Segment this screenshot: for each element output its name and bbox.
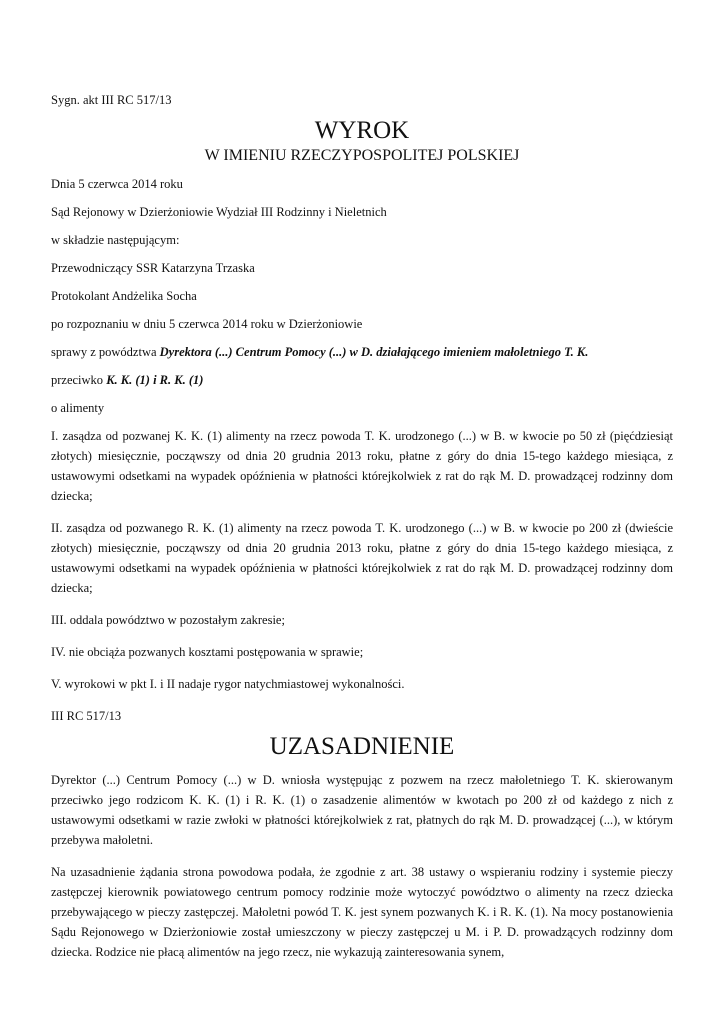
court-name: Sąd Rejonowy w Dzierżoniowie Wydział III Rodzinny i Nieletnich [51,205,387,219]
justification-paragraph-2: Na uzasadnienie żądania strona powodowa podała, że zgodnie z art. 38 ustawy o wspieraniu rodziny i systemie pieczy zastępczej kierownik powiatowego centrum pomocy rodzinie może wytoczyć powództwo o alimenty na rzecz dziecka przebywającego w pieczy zastępczej. Małoletni powód T. K. jest synem pozwanych K. i R. K. (1). Na mocy postanowienia Sądu Rejonowego w Dzierżoniowie został umieszczony w pieczy zastępczej u M. i P. D. prowadzących rodzinny dom dziecka. Rodzice nie płacą alimentów na jego rzecz, nie wykazują zainteresowania synem, [51,865,673,959]
claim-prefix: sprawy z powództwa [51,345,160,359]
claim-line [51,342,673,362]
justification-title: UZASADNIENIE [269,733,455,760]
ruling-point-4: IV. nie obciąża pozwanych kosztami postępowania w sprawie; [51,645,364,659]
ruling-point-5: V. wyrokowi w pkt I. i II nadaje rygor natychmiastowej wykonalności. [51,677,405,691]
against-prefix: przeciwko [51,373,107,387]
judgment-title: WYROK [314,117,410,144]
ruling-point-2: II. zasądza od pozwanego R. K. (1) alimenty na rzecz powoda T. K. urodzonego (...) w B. w kwocie po 200 zł (dwieście złotych) miesięcznie, począwszy od dnia 20 grudnia 2013 roku, płatne z góry do dnia 15-tego każdego miesiąca, z ustawowymi odsetkami na wypadek opóźnienia w płatności którejkolwiek z rat do rąk M. D. prowadzącej rodzinny dom dziecka; [51,521,673,595]
judgment-subtitle: W IMIENIU RZECZYPOSPOLITEJ POLSKIEJ [204,147,520,164]
case-signature: Sygn. akt III RC 517/13 [51,93,172,107]
claim-party: Dyrektora (...) Centrum Pomocy (...) w D. działającego imieniem małoletniego T. K. [159,345,589,359]
justification-paragraph-1: Dyrektor (...) Centrum Pomocy (...) w D. wniosła występując z pozwem na rzecz małoletniego T. K. skierowanym przeciwko jego rodzicom K. K. (1) i R. K. (1) o zasadzenie alimentów w kwotach po 200 zł od każdego z nich z ustawowymi odsetkami w razie zwłoki w płatności którejkolwiek z rat, płatnych do rąk M. D. prowadzącej (...), w którym przebywa małoletni. [51,773,673,847]
judgment-document [51,90,673,974]
composition-label: w składzie następującym: [51,233,180,247]
presiding-judge: Przewodniczący SSR Katarzyna Trzaska [51,261,255,275]
against-line [51,370,673,390]
hearing-info: po rozpoznaniu w dniu 5 czerwca 2014 roku w Dzierżoniowie [51,317,363,331]
court-clerk: Protokolant Andżelika Socha [51,289,197,303]
case-subject: o alimenty [51,401,105,415]
case-reference-short: III RC 517/13 [51,709,122,723]
ruling-point-1: I. zasądza od pozwanej K. K. (1) alimenty na rzecz powoda T. K. urodzonego (...) w B. w kwocie po 50 zł (pięćdziesiąt złotych) miesięcznie, począwszy od dnia 20 grudnia 2013 roku, płatne z góry do dnia 15-tego każdego miesiąca, z ustawowymi odsetkami na wypadek opóźnienia w płatności którejkolwiek z rat do rąk M. D. prowadzącej rodzinny dom dziecka; [51,429,673,503]
judgment-date: Dnia 5 czerwca 2014 roku [51,177,183,191]
ruling-point-3: III. oddala powództwo w pozostałym zakresie; [51,613,285,627]
against-party: K. K. (1) i R. K. (1) [106,373,204,387]
